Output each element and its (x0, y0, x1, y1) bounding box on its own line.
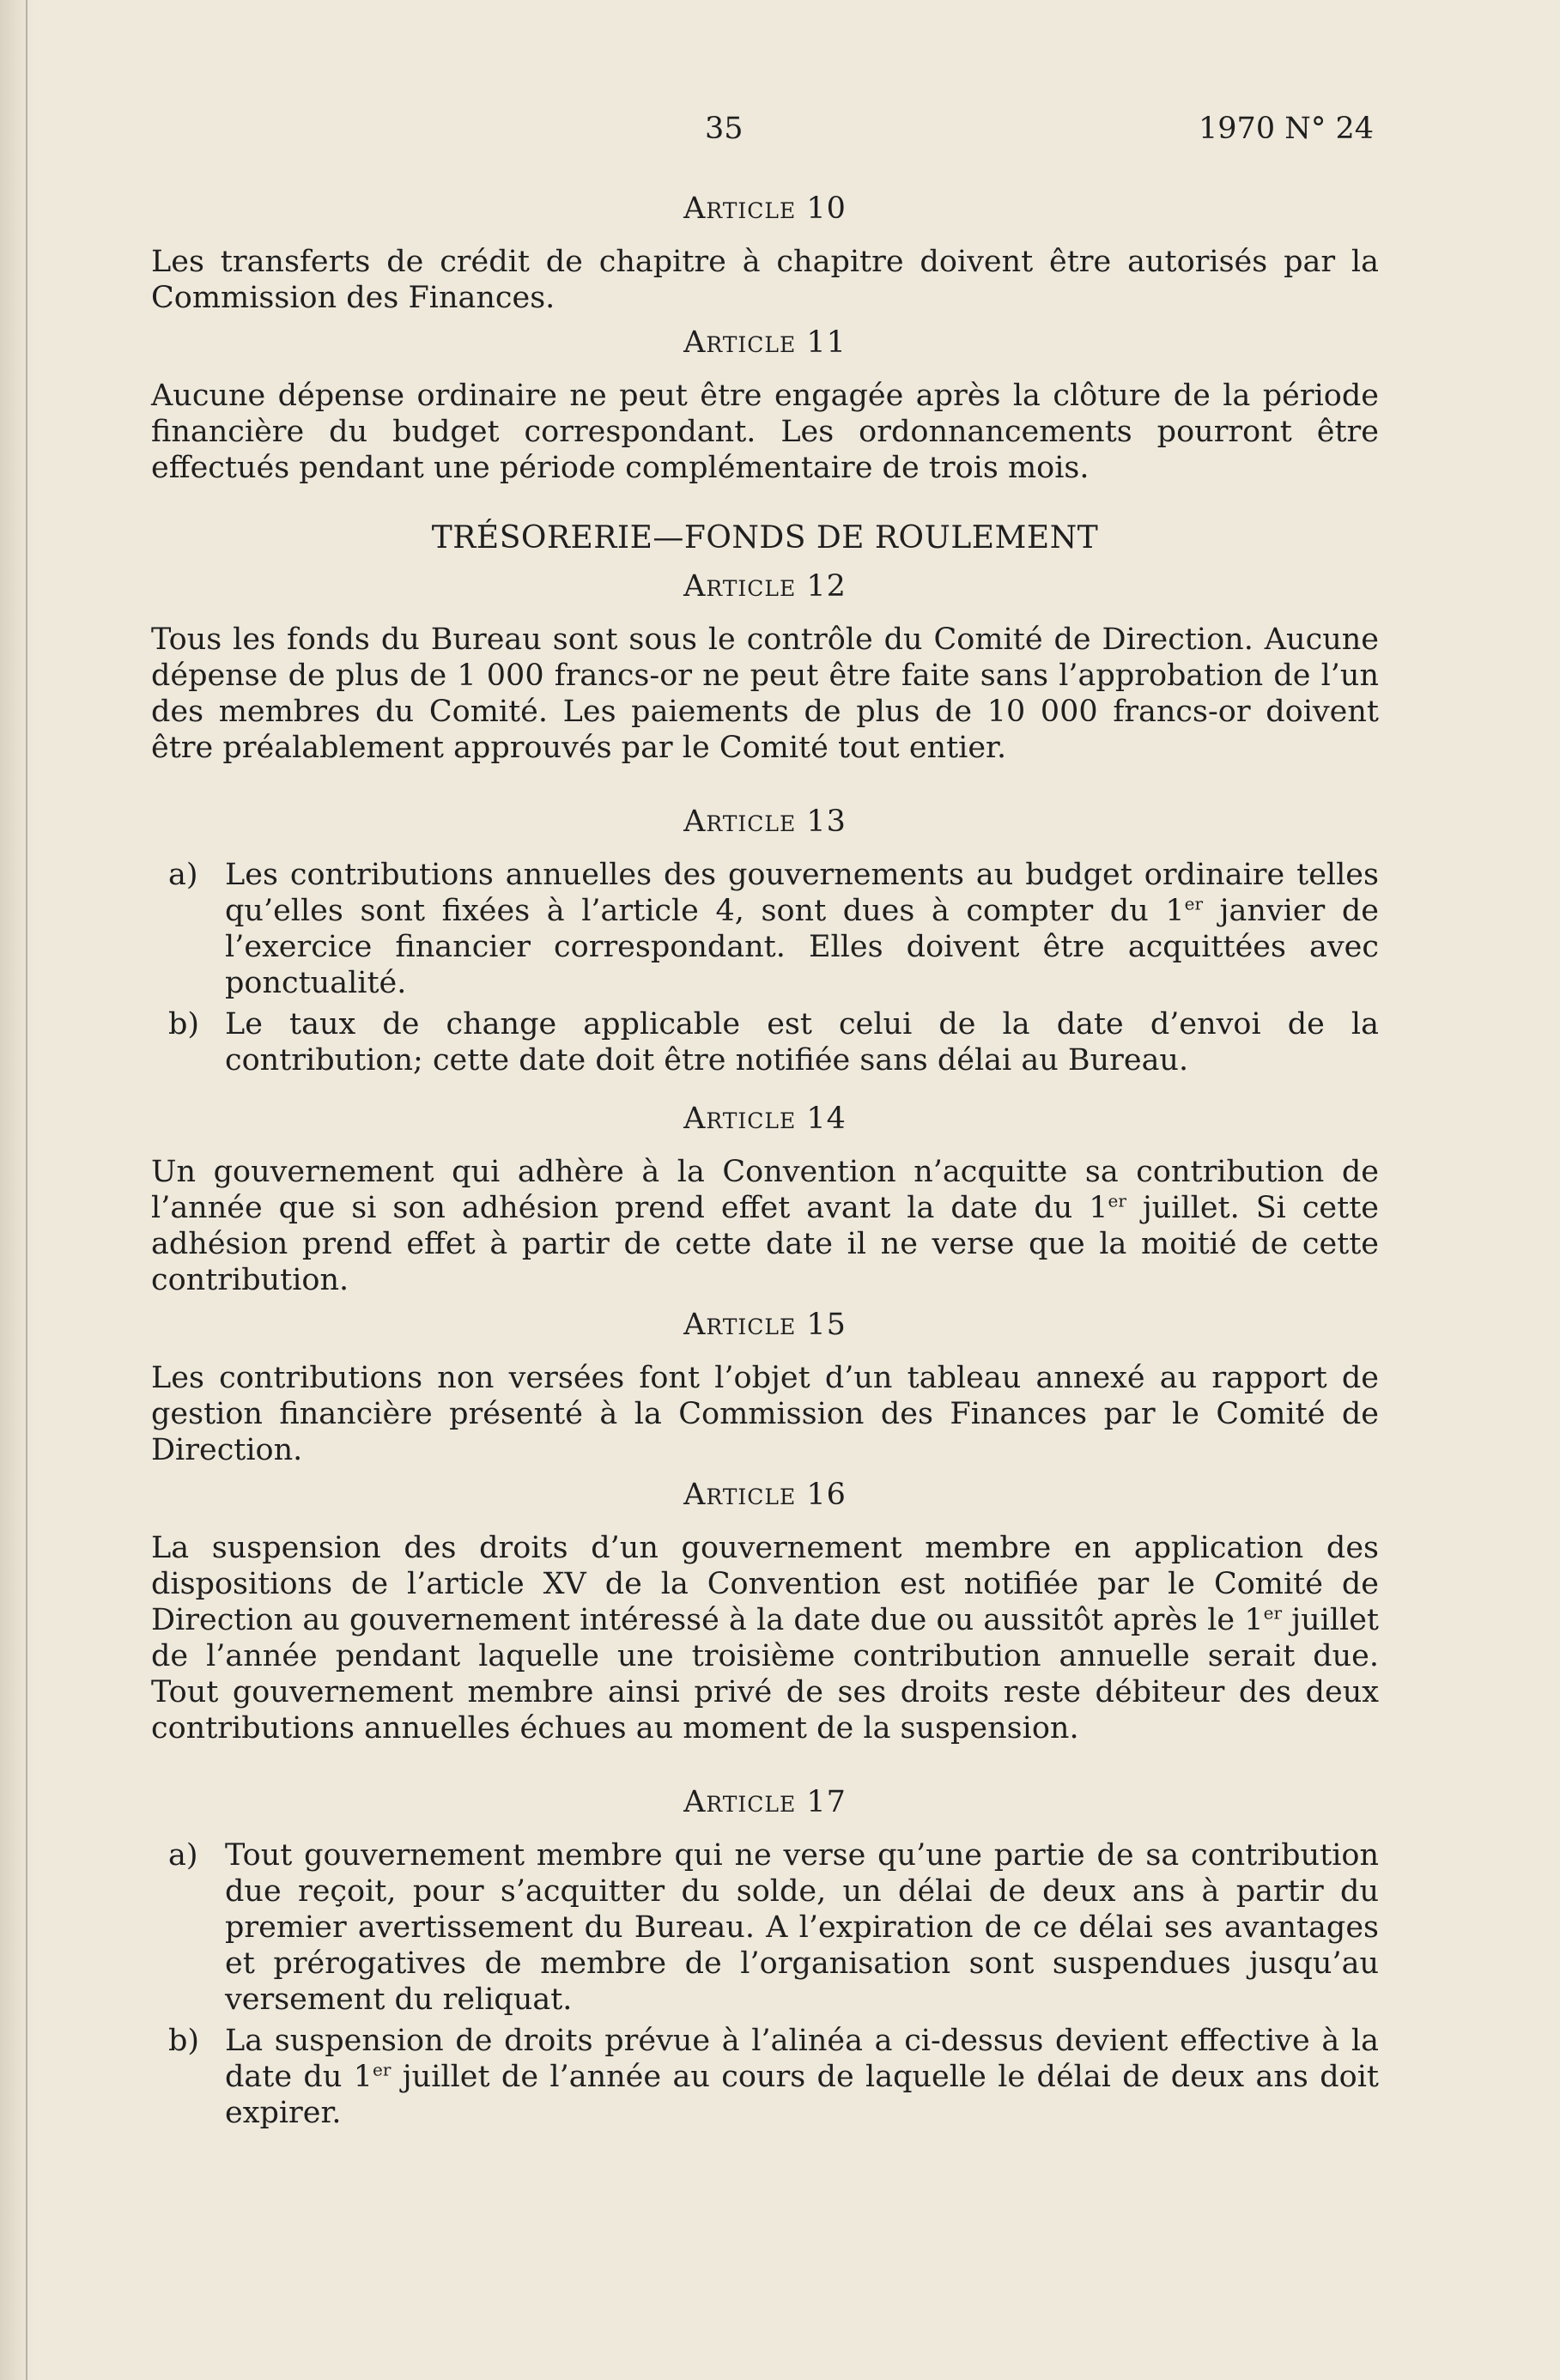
article-14-text-2: juillet. Si cette adhésion prend effet à partir de cette date il ne verse que la moitié de cette contribution. (151, 1191, 1379, 1297)
page-number: 35 (705, 112, 744, 146)
article-17-title: Article 17 (683, 1785, 847, 1819)
article-15-body: Les contributions non versées font l’objet d’un tableau annexé au rapport de gestion financière présenté à la Commission des Finances par le Comité de Direction. (151, 1361, 1379, 1467)
document-reference: 1970 N° 24 (1199, 112, 1374, 146)
article-10-body: Les transferts de crédit de chapitre à chapitre doivent être autorisés par la Commission des Finances. (151, 245, 1379, 315)
article-11-text (151, 378, 1379, 486)
item-marker-b: b) (168, 1007, 200, 1041)
article-17-item-b (151, 2023, 1379, 2131)
document-body (151, 191, 1379, 2131)
superscript: er (373, 2059, 392, 2080)
item-marker-a: a) (168, 858, 198, 892)
article-17-a-text: Tout gouvernement membre qui ne verse qu’une partie de sa contribution due reçoit, pour s’acquitter du solde, un délai de deux ans à partir du premier avertissement du Bureau. A l’expiration de ce délai ses avantages et prérogatives de membre de l’organisation sont suspendues jusqu’au versement du reliquat. (225, 1838, 1379, 2017)
article-10-text (151, 244, 1379, 316)
article-13-a-text-1: Les contributions annuelles des gouvernements au budget ordinaire telles qu’elles sont fixées à l’article 4, sont dues à compter du 1 (225, 858, 1379, 928)
binding-line (26, 0, 27, 2380)
article-14-text (151, 1154, 1379, 1298)
article-14-text-1: Un gouvernement qui adhère à la Convention n’acquitte sa contribution de l’année que si son adhésion prend effet avant la date du 1 (151, 1155, 1379, 1225)
article-13-b-text: Le taux de change applicable est celui de la date d’envoi de la contribution; cette date doit être notifiée sans délai au Bureau. (225, 1007, 1379, 1078)
item-marker-a: a) (168, 1838, 198, 1873)
page-header (155, 112, 1374, 155)
article-11-body: Aucune dépense ordinaire ne peut être engagée après la clôture de la période financière du budget correspondant. Les ordonnancements pourront être effectués pendant une période complémentaire de trois mois. (151, 379, 1379, 485)
superscript: er (1184, 893, 1204, 914)
article-15-title: Article 15 (683, 1308, 847, 1342)
superscript: er (1108, 1190, 1126, 1211)
section-title: TRÉSORERIE—FONDS DE ROULEMENT (431, 520, 1099, 556)
superscript: er (1263, 1602, 1283, 1624)
article-16-title: Article 16 (683, 1478, 847, 1512)
article-16-text (151, 1530, 1379, 1746)
article-17-b-text-1: La suspension de droits prévue à l’alinéa a ci-dessus devient effective à la date du 1 (225, 2024, 1379, 2094)
article-16-text-1: La suspension des droits d’un gouvernement membre en application des dispositions de l’article XV de la Convention est notifiée par le Comité de Direction au gouvernement intéressé à la date due ou aussitôt après le 1 (151, 1531, 1379, 1637)
article-13-item-a (151, 857, 1379, 1001)
article-13-a-text-2: janvier de l’exercice financier correspondant. Elles doivent être acquittées avec ponctualité. (225, 894, 1379, 1000)
article-10-title: Article 10 (683, 191, 847, 226)
article-12-text (151, 622, 1379, 766)
article-14-title: Article 14 (683, 1102, 847, 1136)
article-12-title: Article 12 (683, 569, 847, 604)
article-15-text (151, 1360, 1379, 1468)
article-13-item-b (151, 1006, 1379, 1078)
article-16-text-2: juillet de l’année pendant laquelle une troisième contribution annuelle serait due. Tout gouvernement membre ainsi privé de ses droits reste débiteur des deux contributions annuelles échues au moment de la suspension. (151, 1603, 1379, 1746)
item-marker-b: b) (168, 2024, 200, 2058)
article-12-body: Tous les fonds du Bureau sont sous le contrôle du Comité de Direction. Aucune dépense de plus de 1 000 francs-or ne peut être faite sans l’approbation de l’un des membres du Comité. Les paiements de plus de 10 000 francs-or doivent être préalablement approuvés par le Comité tout entier. (151, 622, 1379, 765)
article-17-item-a (151, 1837, 1379, 2018)
page-binding-edge (0, 0, 34, 2380)
article-11-title: Article 11 (683, 325, 847, 360)
article-13-title: Article 13 (683, 804, 847, 839)
article-17-b-text-2: juillet de l’année au cours de laquelle le délai de deux ans doit expirer. (225, 2060, 1379, 2130)
